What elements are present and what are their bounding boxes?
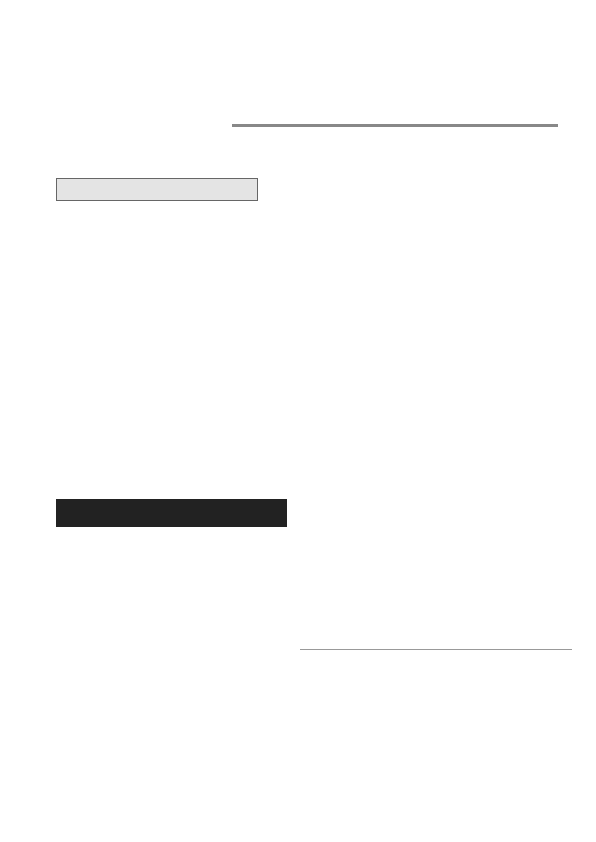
col-budget — [172, 500, 287, 527]
special-accounts-table — [56, 499, 287, 527]
footer — [20, 818, 30, 832]
purpose-table-header — [57, 179, 258, 201]
text-column-transfers — [300, 656, 572, 811]
page-title — [258, 68, 558, 128]
expenditure-pie-chart — [268, 140, 568, 410]
column-divider — [300, 649, 572, 650]
text-column-dependent-revenue — [300, 470, 572, 645]
col-account-name — [57, 500, 172, 527]
purpose-table — [56, 178, 258, 201]
title-underline — [232, 124, 558, 127]
